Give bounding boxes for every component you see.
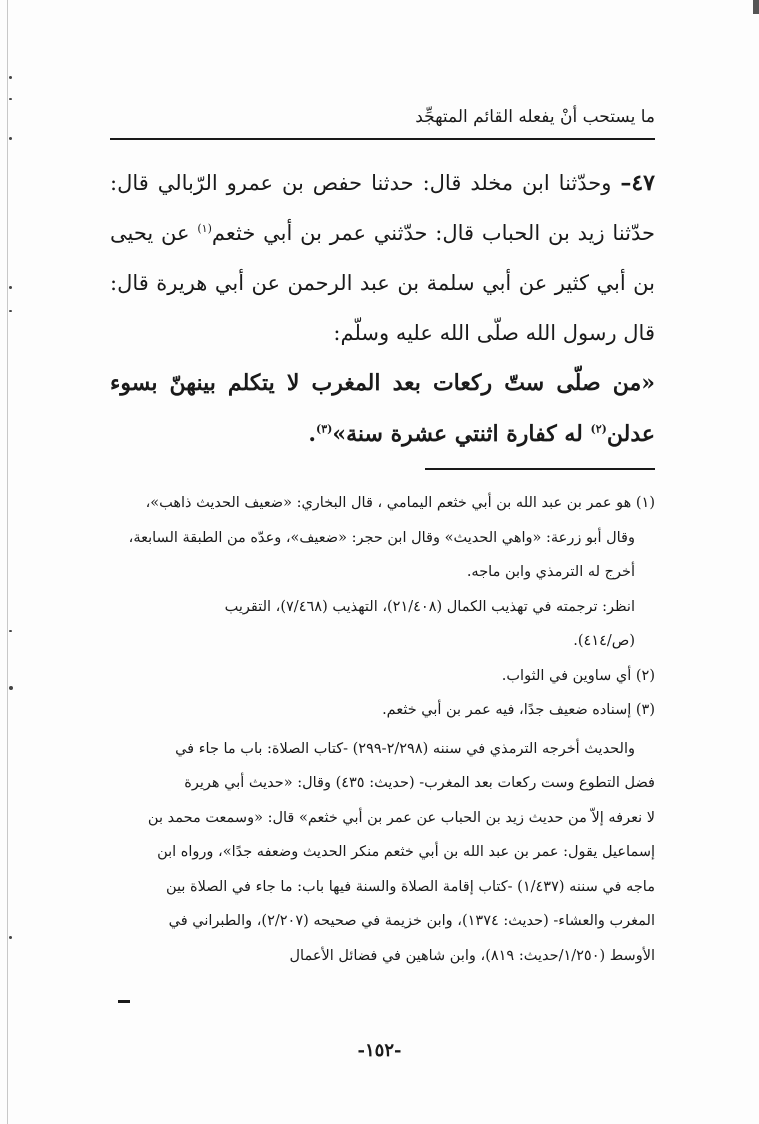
takhrij-line-1: والحديث أخرجه الترمذي في سننه (٢/٢٩٨-٢٩٩) -كتاب الصلاة: باب ما جاء في bbox=[175, 740, 635, 757]
footnote-2: (٢) أي ساوين في الثواب. bbox=[501, 667, 655, 684]
scan-speck bbox=[9, 286, 12, 289]
takhrij-line-5: ماجه في سننه (١/٤٣٧) -كتاب إقامة الصلاة والسنة فيها باب: ما جاء في الصلاة بين bbox=[166, 878, 655, 895]
takhrij-line-3: لا نعرفه إلاّ من حديث زيد بن الحباب عن عمر بن أبي خثعم» قال: «وسمعت محمد بن bbox=[147, 809, 655, 826]
takhrij-line-4: إسماعيل يقول: عمر بن عبد الله بن أبي خثعم منكر الحديث وضعفه جدًا»، ورواه ابن bbox=[157, 844, 655, 860]
footnote-3: (٣) إسناده ضعيف جدًا، فيه عمر بن أبي خثعم. bbox=[382, 702, 655, 718]
footnotes bbox=[110, 486, 655, 973]
footnote-ref-2[interactable]: (٢) bbox=[590, 422, 607, 436]
footnote-1-line-1: (١) هو عمر بن عبد الله بن أبي خثعم اليمامي ، قال البخاري: «ضعيف الحديث ذاهب»، bbox=[145, 495, 655, 511]
footnote-1-line-2: وقال أبو زرعة: «واهي الحديث» وقال ابن حجر: «ضعيف»، وعدّه من الطبقة السابعة، bbox=[128, 529, 635, 546]
takhrij-line-7: الأوسط (١/٢٥٠/حديث: ٨١٩)، وابن شاهين في فضائل الأعمال bbox=[289, 947, 655, 964]
scan-speck bbox=[9, 98, 12, 100]
chain-text-1: وحدّثنا ابن مخلد قال: حدثنا حفص بن عمرو الرّبالي قال: حدّثنا زيد بن الحباب قال: حدّثني عمر بن أبي خثعم bbox=[110, 171, 656, 245]
hadith-block bbox=[110, 158, 655, 460]
matn-end: . bbox=[308, 421, 317, 447]
footnote-1-line-4: انظر: ترجمته في تهذيب الكمال (٢١/٤٠٨)، التهذيب (٧/٤٦٨)، التقريب bbox=[224, 598, 635, 615]
scan-speck bbox=[9, 76, 12, 79]
matn-text-1: «من صلّى ستّ ركعات بعد المغرب لا يتكلم بينهنّ بسوء عدلن bbox=[110, 370, 655, 447]
footnote-1-line-5: (ص/٤١٤). bbox=[573, 633, 635, 649]
takhrij-line-6: المغرب والعشاء- (حديث: ١٣٧٤)، وابن خزيمة في صحيحه (٢/٢٠٧)، والطبراني في bbox=[168, 913, 655, 929]
scan-speck bbox=[9, 137, 12, 140]
header-rule bbox=[110, 138, 655, 140]
scan-speck bbox=[9, 310, 12, 312]
hadith-text bbox=[110, 358, 655, 460]
footnote-separator bbox=[425, 468, 655, 470]
scan-edge-line bbox=[7, 0, 8, 1124]
running-header: ما يستحب أنْ يفعله القائم المتهجِّد bbox=[415, 107, 655, 127]
scan-corner-mark bbox=[753, 0, 759, 14]
footnote-1-line-3: أخرج له الترمذي وابن ماجه. bbox=[466, 564, 635, 580]
matn-text-2: له كفارة اثنتي عشرة سنة» bbox=[332, 421, 591, 447]
continuation-mark bbox=[118, 1000, 130, 1003]
scan-speck bbox=[9, 630, 12, 632]
scan-speck bbox=[9, 936, 12, 939]
hadith-chain bbox=[110, 158, 655, 358]
footnote-ref-3[interactable]: (٣) bbox=[316, 422, 333, 436]
scan-speck bbox=[9, 686, 13, 690]
hadith-number: ٤٧ bbox=[631, 170, 655, 196]
hadith-dash: – bbox=[620, 170, 632, 196]
footnote-ref-1[interactable]: (١) bbox=[197, 222, 212, 235]
takhrij-line-2: فضل التطوع وست ركعات بعد المغرب- (حديث: ٤٣٥) وقال: «حديث أبي هريرة bbox=[184, 775, 655, 791]
chain-text-2: عن يحيى بن أبي كثير عن أبي سلمة بن عبد الرحمن عن أبي هريرة قال: قال رسول الله صلّى الله عليه وسلّم: bbox=[110, 221, 655, 345]
page-number: -١٥٢- bbox=[357, 1040, 402, 1061]
